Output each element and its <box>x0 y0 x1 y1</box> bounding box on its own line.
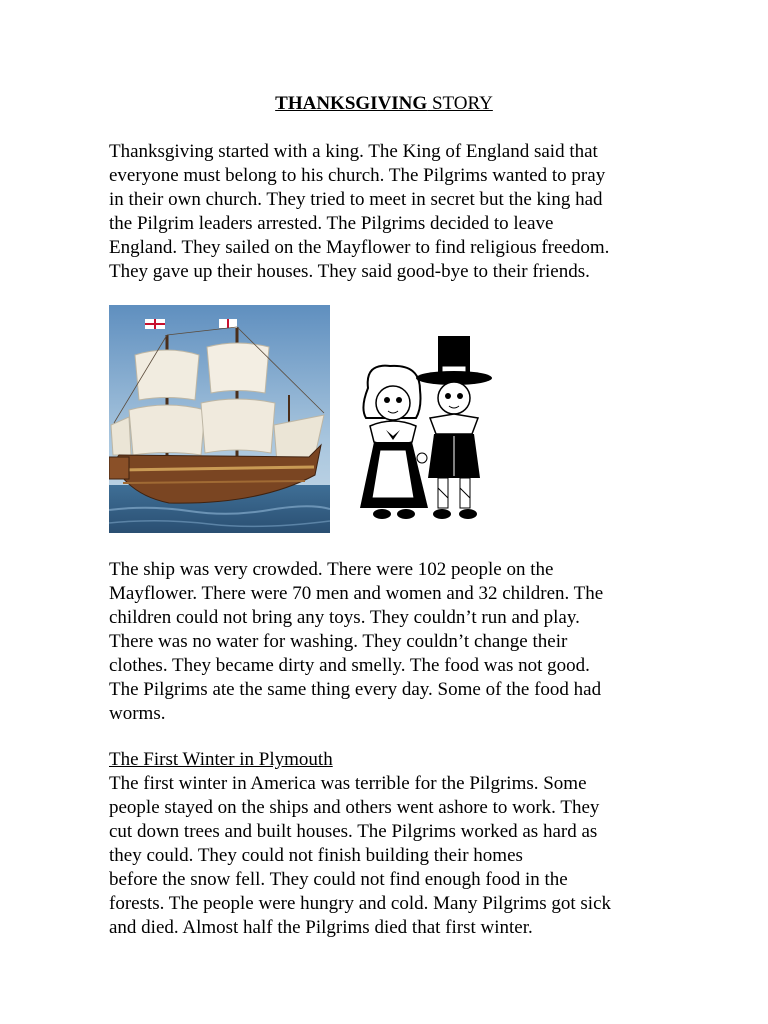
text-line: They gave up their houses. They said good-bye to their friends. <box>109 261 590 282</box>
text-line: The ship was very crowded. There were 102 people on the <box>109 559 554 580</box>
section-heading: The First Winter in Plymouth <box>109 749 333 770</box>
winter-section <box>109 748 669 940</box>
text-line: forests. The people were hungry and cold. Many Pilgrims got sick <box>109 893 611 914</box>
title-rest: STORY <box>427 93 493 114</box>
text-line: in their own church. They tried to meet in secret but the king had <box>109 189 603 210</box>
text-line: Mayflower. There were 70 men and women and 32 children. The <box>109 583 604 604</box>
text-line: the Pilgrim leaders arrested. The Pilgrims decided to leave <box>109 213 554 234</box>
text-line: England. They sailed on the Mayflower to find religious freedom. <box>109 237 610 258</box>
mayflower-ship-image <box>109 305 330 533</box>
pilgrim-children-image <box>330 318 516 532</box>
text-line: There was no water for washing. They couldn’t change their <box>109 631 568 652</box>
text-line: clothes. They became dirty and smelly. The food was not good. <box>109 655 590 676</box>
page-title <box>0 92 768 116</box>
intro-paragraph <box>109 140 669 284</box>
text-line: The Pilgrims ate the same thing every day. Some of the food had <box>109 679 602 700</box>
text-line: The first winter in America was terrible for the Pilgrims. Some <box>109 773 587 794</box>
text-line: children could not bring any toys. They couldn’t run and play. <box>109 607 580 628</box>
text-line: and died. Almost half the Pilgrims died that first winter. <box>109 917 533 938</box>
ship-paragraph <box>109 558 669 726</box>
text-line: everyone must belong to his church. The Pilgrims wanted to pray <box>109 165 606 186</box>
text-line: Thanksgiving started with a king. The King of England said that <box>109 141 598 162</box>
text-line: worms. <box>109 703 166 724</box>
text-line: before the snow fell. They could not find enough food in the <box>109 869 568 890</box>
text-line: they could. They could not finish building their homes <box>109 845 523 866</box>
title-bold: THANKSGIVING <box>275 93 428 114</box>
text-line: people stayed on the ships and others went ashore to work. They <box>109 797 600 818</box>
text-line: cut down trees and built houses. The Pilgrims worked as hard as <box>109 821 598 842</box>
